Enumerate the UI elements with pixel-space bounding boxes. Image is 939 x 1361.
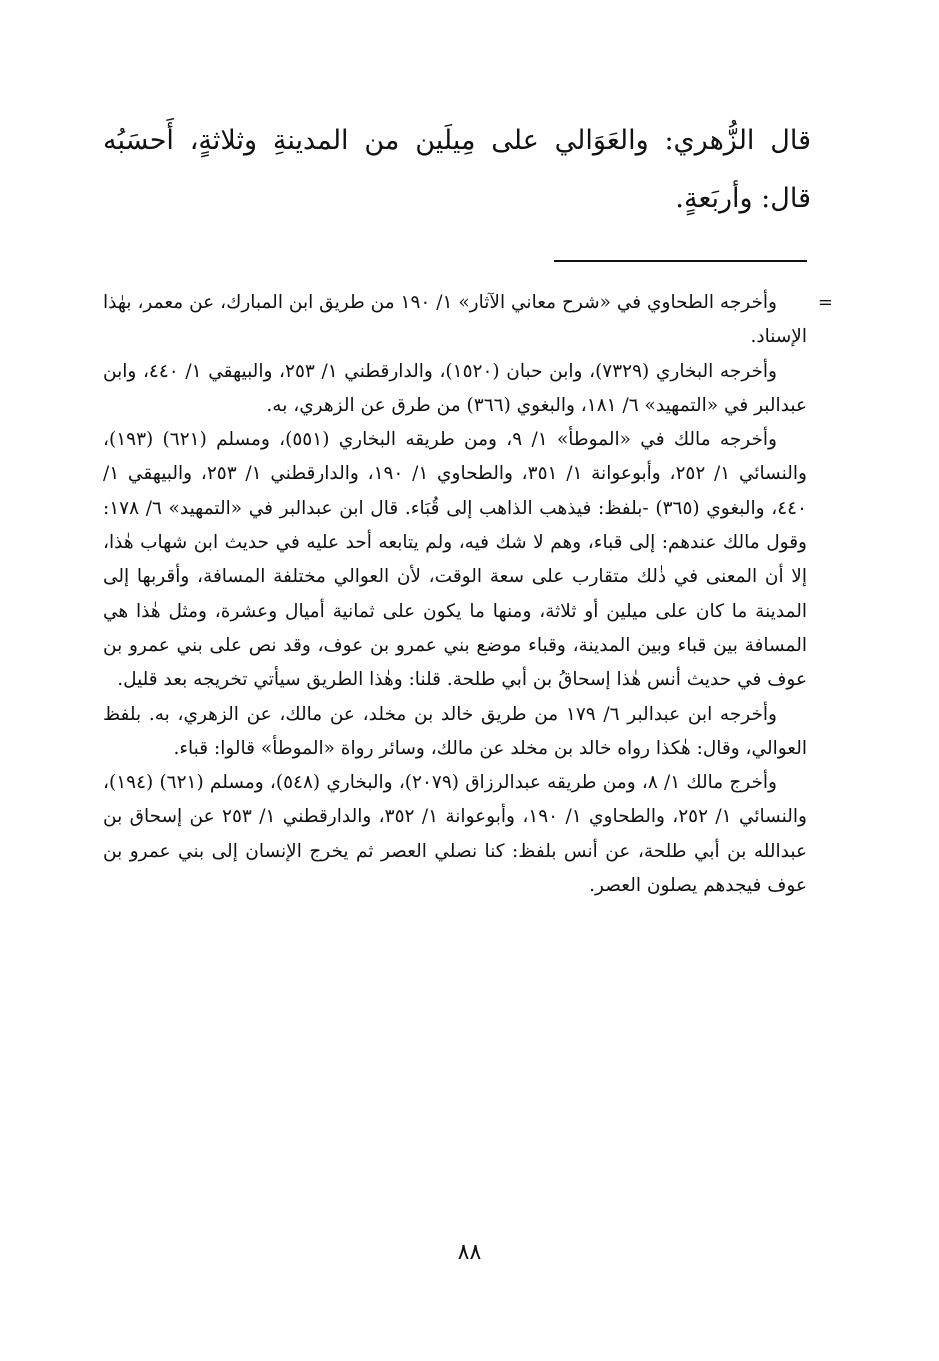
page-number: ٨٨	[457, 1240, 482, 1265]
footnotes	[103, 286, 833, 903]
footnote-paragraph-1-text: وأخرجه الطحاوي في «شرح معاني الآثار» ١/ ١٩٠ من طريق ابن المبارك، عن معمر، بهٰذا الإسناد.	[103, 292, 807, 348]
footnote-paragraph-1	[103, 286, 833, 355]
footnote-paragraph-3: وأخرجه مالك في «الموطأ» ١/ ٩، ومن طريقه البخاري (٥٥١)، ومسلم (٦٢١) (١٩٣)، والنسائي ١/ ٢٥٢، وأبوعوانة ١/ ٣٥١، والطحاوي ١/ ١٩٠، والدارقطني ١/ ٢٥٣، والبيهقي ١/ ٤٤٠، والبغوي (٣٦٥) -بلفظ: فيذهب الذاهب إلى قُبَاء. قال ابن عبدالبر في «التمهيد» ٦/ ١٧٨: وقول مالك عندهم: إلى قباء، وهم لا شك فيه، ولم يتابعه أحد عليه في حديث ابن شهاب هٰذا، إلا أن المعنى في ذٰلك متقارب على سعة الوقت، لأن العوالي مختلفة المسافة، وأقربها إلى المدينة ما كان على ميلين أو ثلاثة، ومنها ما يكون على ثمانية أميال وعشرة، ومثل هٰذا هي المسافة بين قباء وبين المدينة، وقباء موضع بني عمرو بن عوف، وقد نص على بني عمرو بن عوف في حديث أنس هٰذا إسحاقُ بن أبي طلحة. قلنا: وهٰذا الطريق سيأتي تخريجه بعد قليل.	[103, 429, 807, 691]
continuation-mark: =	[817, 292, 833, 313]
footnote-paragraph-4: وأخرجه ابن عبدالبر ٦/ ١٧٩ من طريق خالد بن مخلد، عن مالك، عن الزهري، به. بلفظ العوالي، وقال: هٰكذا رواه خالد بن مخلد عن مالك، وسائر رواة «الموطأ» قالوا: قباء.	[103, 703, 807, 759]
main-text: قال الزُّهري: والعَوَالي على مِيلَين من المدينةِ وثلاثةٍ، أَحسَبُه قال: وأربَعةٍ.	[103, 125, 811, 214]
footnote-paragraph-2: وأخرجه البخاري (٧٣٢٩)، وابن حبان (١٥٢٠)، والدارقطني ١/ ٢٥٣، والبيهقي ١/ ٤٤٠، وابن عبدالبر في «التمهيد» ٦/ ١٨١، والبغوي (٣٦٦) من طرق عن الزهري، به.	[103, 360, 807, 416]
footnote-paragraph-5: وأخرج مالك ١/ ٨، ومن طريقه عبدالرزاق (٢٠٧٩)، والبخاري (٥٤٨)، ومسلم (٦٢١) (١٩٤)، والنسائي ١/ ٢٥٢، والطحاوي ١/ ١٩٠، وأبوعوانة ١/ ٣٥٢، والدارقطني ١/ ٢٥٣ عن إسحاق بن عبدالله بن أبي طلحة، عن أنس بلفظ: كنا نصلي العصر ثم يخرج الإنسان إلى بني عمرو بن عوف فيجدهم يصلون العصر.	[103, 772, 807, 897]
footnote-separator	[554, 260, 807, 262]
